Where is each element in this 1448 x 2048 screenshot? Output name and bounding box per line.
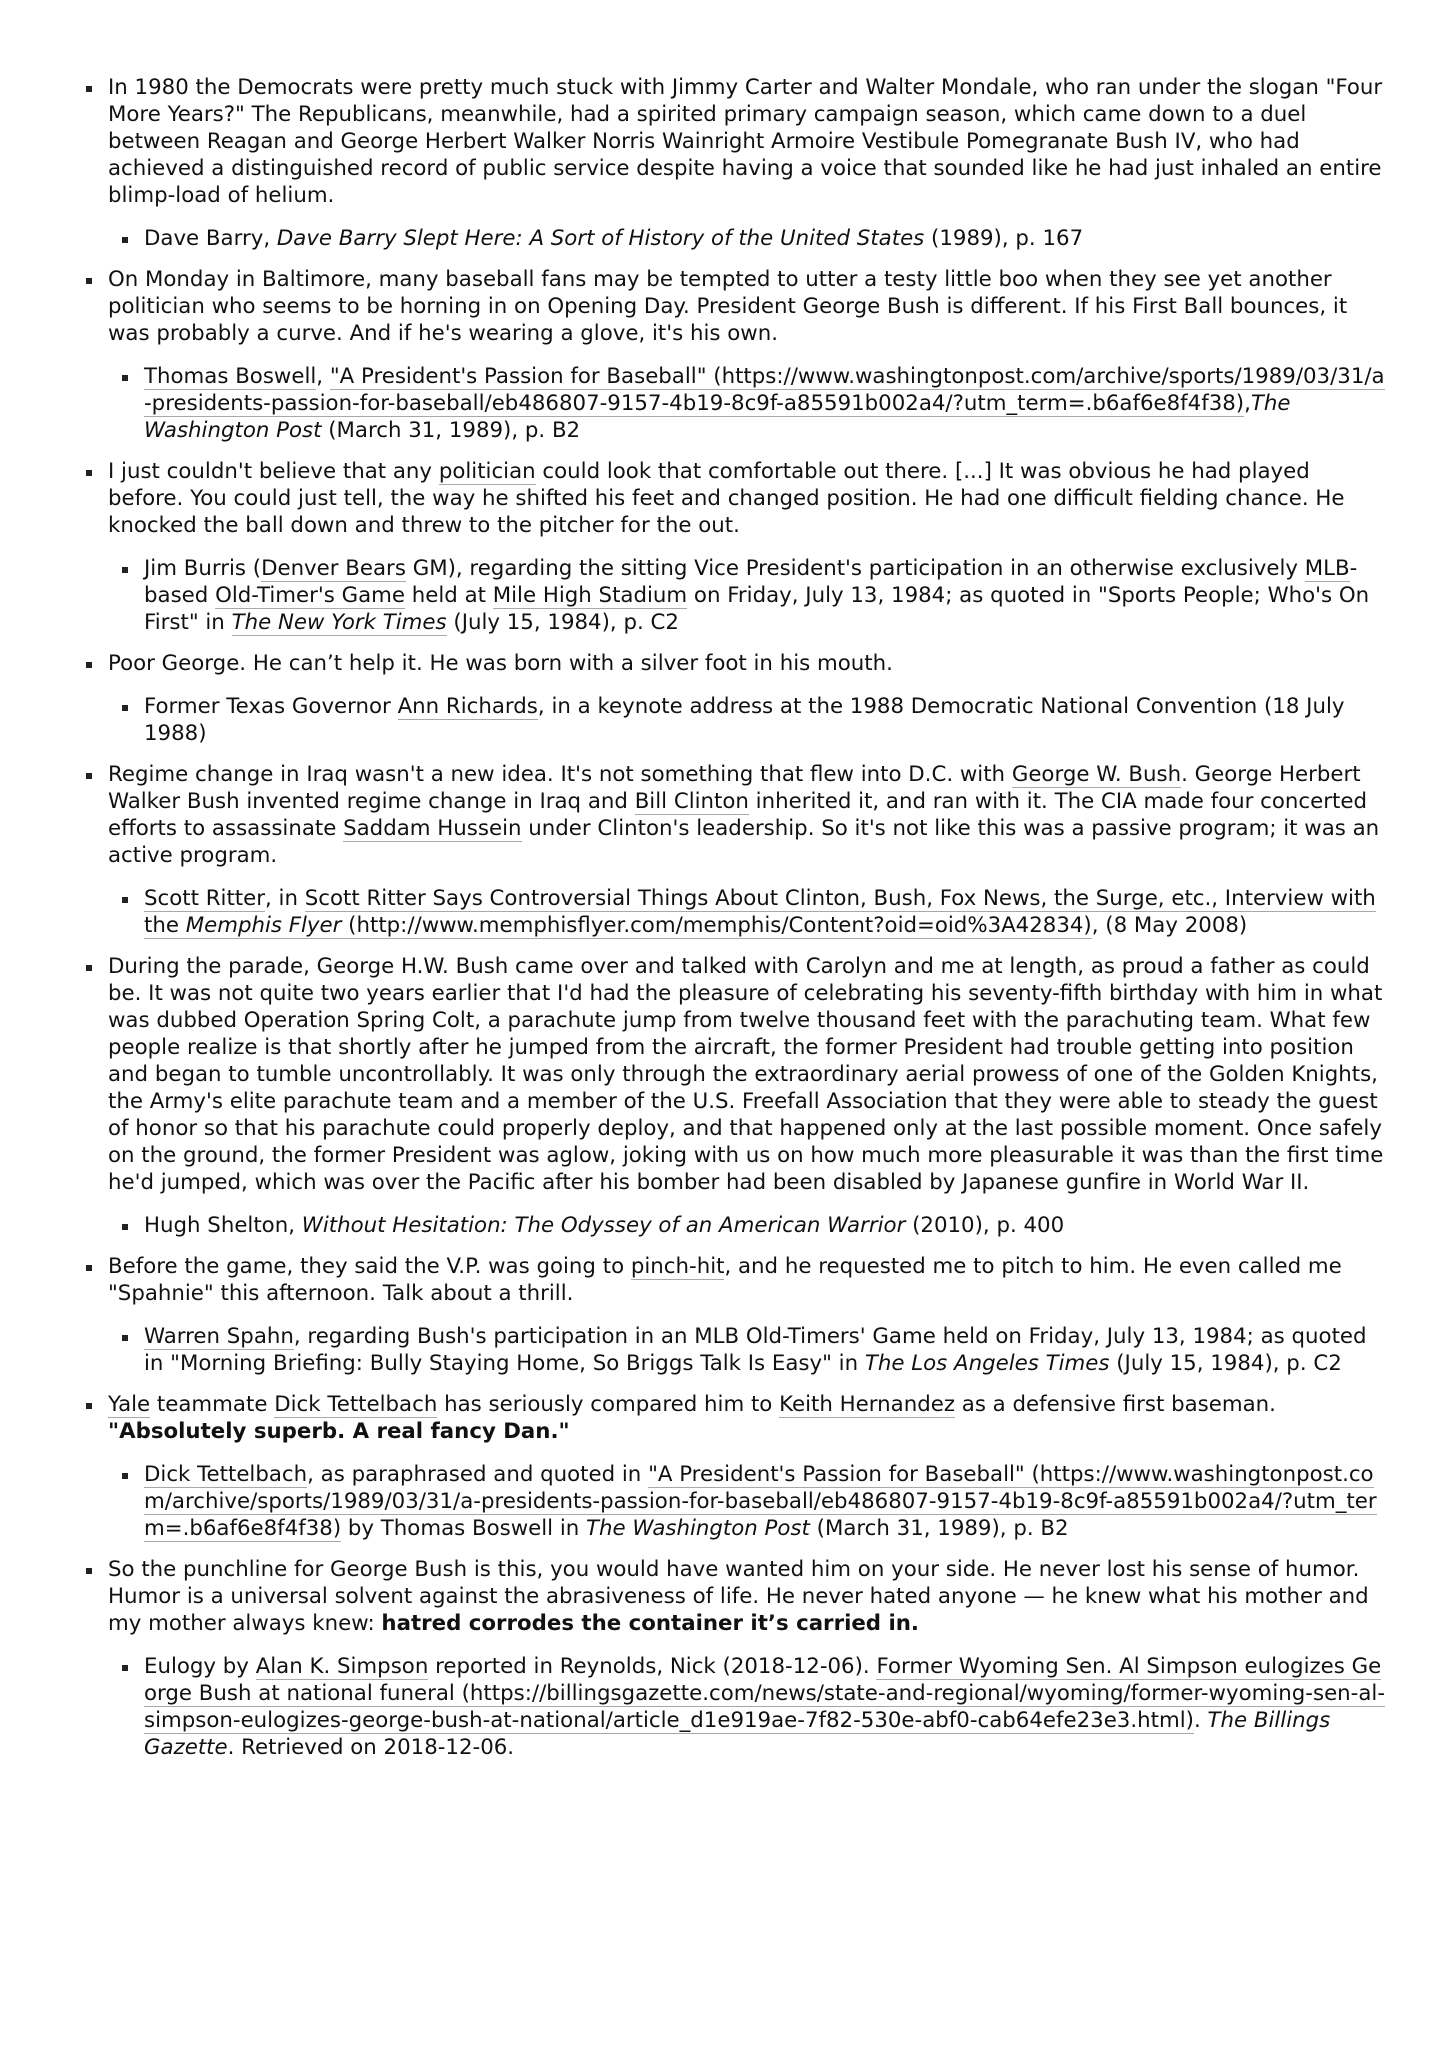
quote-text-part: teammate (150, 1392, 275, 1417)
citation-text: , regarding Bush's participation in an MLB Old-Timers' Game held on Friday, July 13, 1984; as quoted in "Morning Briefing: Bully Staying Home, So Briggs Talk Is Easy" in (144, 1324, 1367, 1376)
bullet-icon (122, 705, 128, 711)
citation-author: Hugh Shelton, (144, 1213, 302, 1238)
scott-ritter-link[interactable]: Scott Ritter (144, 886, 266, 911)
quote-item (108, 458, 1388, 636)
citation-text: . Retrieved on 2018-12-06. (227, 1735, 515, 1760)
quote-emphasis: "Absolutely superb. A real fancy Dan." (108, 1419, 570, 1444)
citation-text: GM), regarding the sitting Vice President's participation in an otherwise exclusively (405, 556, 1305, 581)
quote-item (108, 74, 1388, 252)
quote-text-part: , and he requested me to pitch to him. He even called me "Spahnie" this afternoon. Talk about a thrill. (108, 1254, 1342, 1306)
citation-work: The Los Angeles Times (864, 1351, 1110, 1376)
quote-text: On Monday in Baltimore, many baseball fans may be tempted to utter a testy little boo when they see yet another politician who seems to be horning in on Opening Day. President George Bush is different. If his First Ball bounces, it was probably a curve. And if he's wearing a glove, it's his own. (108, 267, 1348, 346)
bullet-icon (86, 965, 92, 971)
quote-text (108, 1556, 1388, 1637)
article-link[interactable]: Former Wyoming Sen. Al Simpson eulogizes George Bush at national funeral (https://billingsgazette.com/news/state-and-regional/wyoming/former-wyoming-sen-al-simpson-eulogizes-george-bush-at-national/article_d1e919ae-7f82-530e-abf0-cab64efe23e3.html) (144, 1654, 1386, 1733)
quote-text-part: as a defensive first baseman. (955, 1392, 1276, 1417)
link-text: (http://www.memphisflyer.com/memphis/Content?oid=oid%3A42834) (341, 913, 1092, 938)
citation-text: (July 15, 1984), p. C2 (446, 610, 679, 635)
link-text: Scott Ritter Says Controversial Things About Clinton, Bush, Fox News, the Surge, etc., Interview with the (144, 886, 1376, 938)
citation-work: Without Hesitation: The Odyssey of an American Warrior (301, 1213, 906, 1238)
citation-author: Dave Barry, (144, 226, 277, 251)
quote-text (108, 1391, 1388, 1445)
quote-emphasis: hatred corrodes the container it’s carried in. (381, 1611, 920, 1636)
citation-work: Memphis Flyer (185, 913, 342, 938)
dick-tettelbach-link[interactable]: Dick Tettelbach (144, 1462, 308, 1487)
mile-high-stadium-link[interactable]: Mile High Stadium (492, 583, 688, 608)
citation-text: , (8 May 2008) (1091, 913, 1248, 938)
citation (144, 555, 1388, 636)
citation-text: , in a keynote address at the 1988 Democratic National Convention (18 July 1988) (144, 694, 1345, 746)
quote-text: Poor George. He can’t help it. He was born with a silver foot in his mouth. (108, 651, 893, 676)
bullet-icon (86, 662, 92, 668)
bullet-icon (122, 1224, 128, 1230)
quote-text-part: Before the game, they said the V.P. was going to (108, 1254, 631, 1279)
bullet-icon (86, 1403, 92, 1409)
citation-work: The Billings Gazette (144, 1708, 1331, 1760)
quote-item (108, 266, 1388, 444)
citation-work: Dave Barry Slept Here: A Sort of History of the United States (276, 226, 925, 251)
quote-text-part: Regime change in Iraq wasn't a new idea. It's not something that flew into D.C. with (108, 762, 1012, 787)
citation (144, 1212, 1388, 1239)
citation (144, 363, 1388, 444)
citation-details: (2010), p. 400 (905, 1213, 1065, 1238)
citation-work: The New York Times (231, 610, 447, 635)
citation-text: Former Texas Governor (144, 694, 398, 719)
citation-text: Jim Burris ( (144, 556, 262, 581)
bill-clinton-link[interactable]: Bill Clinton (634, 789, 749, 814)
bullet-icon (122, 237, 128, 243)
quote-text-part: inherited it, and ran with it. The CIA made four concerted efforts to assassinate (108, 789, 1367, 841)
bullet-icon (86, 773, 92, 779)
bullet-icon (122, 1473, 128, 1479)
dick-tettelbach-link[interactable]: Dick Tettelbach (274, 1392, 438, 1417)
citation-text: (July 15, 1984), p. C2 (1109, 1351, 1342, 1376)
ann-richards-link[interactable]: Ann Richards (397, 694, 538, 719)
citation-text: by Thomas Boswell in (341, 1516, 587, 1541)
separator: , (316, 364, 330, 389)
pinch-hit-link[interactable]: pinch-hit (630, 1254, 725, 1279)
quote-text-part: could look that comfortable out there. [...] It was obvious he had played before. You could just tell, the way he shifted his feet and changed position. He had one difficult fielding chance. He knocked the ball down and threw to the pitcher for the out. (108, 459, 1345, 538)
quote-text (108, 761, 1388, 869)
politician-link[interactable]: politician (438, 459, 536, 484)
article-link[interactable]: "A President's Passion for Baseball" (https://www.washingtonpost.com/archive/sports/1989/03/31/a-presidents-passion-for-baseball/eb486807-9157-4b19-8c9f-a85591b002a4/?utm_term=.b6af6e8f4f38) (144, 1462, 1377, 1541)
quote-list (108, 74, 1388, 1775)
quote-item (108, 1253, 1388, 1377)
citation-text: reported in Reynolds, Nick (2018-12-06). (428, 1654, 877, 1679)
quote-text (108, 458, 1388, 539)
citation-text: . (1193, 1708, 1208, 1733)
citation (144, 1653, 1388, 1761)
keith-hernandez-link[interactable]: Keith Hernandez (779, 1392, 955, 1417)
quote-text-part: . George Herbert Walker Bush invented regime change in Iraq and (108, 762, 1361, 814)
citation-text: , in (265, 886, 305, 911)
citation-text: on Friday, July 13, 1984; as quoted in "Sports People; Who's On First" in (144, 583, 1370, 635)
new-york-times-link[interactable] (232, 610, 447, 636)
bullet-icon (122, 375, 128, 381)
citation-work: The Washington Post (144, 391, 1291, 443)
quote-item (108, 1391, 1388, 1542)
bullet-icon (86, 86, 92, 92)
citation (144, 1323, 1388, 1377)
quote-item (108, 1556, 1388, 1761)
citation-text: -based (144, 556, 1358, 608)
old-timers-game-link[interactable]: Old-Timer's Game (215, 583, 405, 608)
quote-text-part: has seriously compared him to (437, 1392, 780, 1417)
separator: , (1244, 391, 1251, 416)
quote-item (108, 650, 1388, 747)
bullet-icon (122, 567, 128, 573)
author-link[interactable]: Thomas Boswell (144, 364, 317, 389)
bullet-icon (86, 470, 92, 476)
bullet-icon (86, 278, 92, 284)
bullet-icon (86, 1568, 92, 1574)
quote-text-part: I just couldn't believe that any (108, 459, 439, 484)
quote-text (108, 1253, 1388, 1307)
citation-details: (March 31, 1989), p. B2 (321, 418, 581, 443)
citation-work: The Washington Post (586, 1516, 810, 1541)
alan-simpson-link[interactable]: Alan K. Simpson (255, 1654, 429, 1679)
quote-item (108, 761, 1388, 939)
citation-text: (March 31, 1989), p. B2 (809, 1516, 1069, 1541)
quote-text: In 1980 the Democrats were pretty much stuck with Jimmy Carter and Walter Mondale, who ran under the slogan "Four More Years?" The Republicans, meanwhile, had a spirited primary campaign season, which came down to a duel between Reagan and George Herbert Walker Norris Wainright Armoire Vestibule Pomegranate Bush IV, who had achieved a distinguished record of public service despite having a voice that sounded like he had just inhaled an entire blimp-load of helium. (108, 75, 1383, 208)
quote-text-part: So the punchline for George Bush is this, you would have wanted him on your side. He never lost his sense of humor. Humor is a universal solvent against the abrasiveness of life. He never hated anyone — he knew what his mother and my mother always knew: (108, 1557, 1369, 1636)
citation-text: held at (405, 583, 493, 608)
citation (144, 1461, 1388, 1542)
bullet-icon (122, 897, 128, 903)
denver-bears-link[interactable]: Denver Bears (261, 556, 406, 581)
citation (144, 885, 1388, 939)
mlb-link[interactable]: MLB (1304, 556, 1350, 581)
bullet-icon (86, 1265, 92, 1271)
quote-text: During the parade, George H.W. Bush came over and talked with Carolyn and me at length, as proud a father as could be. It was not quite two years earlier that I'd had the pleasure of celebrating his seventy-fifth birthday with him in what was dubbed Operation Spring Colt, a parachute jump from twelve thousand feet with the parachuting team. What few people realize is that shortly after he jumped from the aircraft, the former President had trouble getting into position and began to tumble uncontrollably. It was only through the extraordinary aerial prowess of one of the Golden Knights, the Army's elite parachute team and a member of the U.S. Freefall Association that they were able to steady the guest of honor so that his parachute could properly deploy, and that happened only at the last possible moment. Once safely on the ground, the former President was aglow, joking with us on how much more pleasurable it was than the first time he'd jumped, which was over the Pacific after his bomber had been disabled by Japanese gunfire in World War II. (108, 954, 1384, 1195)
bullet-icon (122, 1665, 128, 1671)
bullet-icon (122, 1335, 128, 1341)
george-w-bush-link[interactable]: George W. Bush (1011, 762, 1182, 787)
citation-text: , as paraphrased and quoted in (307, 1462, 649, 1487)
article-link[interactable]: "A President's Passion for Baseball" (https://www.washingtonpost.com/archive/sports/1989/03/31/a-presidents-passion-for-baseball/eb486807-9157-4b19-8c9f-a85591b002a4/?utm_term=.b6af6e8f4f38) (144, 364, 1385, 416)
quote-text-part: under Clinton's leadership. So it's not like this was a passive program; it was an active program. (108, 816, 1380, 868)
citation (144, 693, 1388, 747)
yale-link[interactable]: Yale (108, 1392, 151, 1417)
saddam-hussein-link[interactable]: Saddam Hussein (343, 816, 522, 841)
citation-text: Eulogy by (144, 1654, 256, 1679)
warren-spahn-link[interactable]: Warren Spahn (144, 1324, 294, 1349)
quote-item (108, 953, 1388, 1239)
citation (144, 225, 1388, 252)
citation-details: (1989), p. 167 (924, 226, 1084, 251)
